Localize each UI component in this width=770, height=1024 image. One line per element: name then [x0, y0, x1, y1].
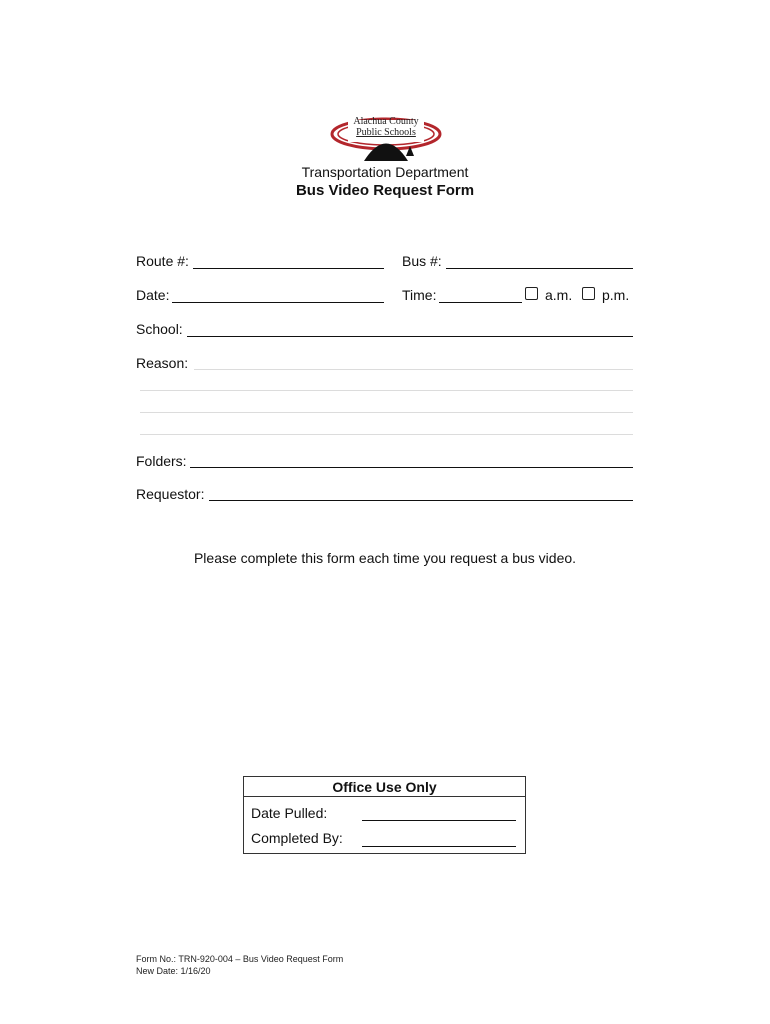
pm-label: p.m. [602, 287, 630, 303]
bus-field[interactable] [446, 268, 633, 269]
completed-by-field[interactable] [362, 846, 516, 847]
requestor-field[interactable] [209, 500, 633, 501]
route-label: Route #: [136, 253, 189, 269]
department-name: Transportation Department [301, 164, 469, 180]
reason-line-1[interactable] [194, 369, 633, 370]
office-use-heading: Office Use Only [244, 777, 525, 797]
footer-form-number: Form No.: TRN-920-004 – Bus Video Request Form [136, 954, 344, 964]
reason-line-3[interactable] [140, 412, 633, 413]
reason-line-4[interactable] [140, 434, 633, 435]
reason-line-2[interactable] [140, 390, 633, 391]
bus-label: Bus #: [402, 253, 442, 269]
am-label: a.m. [545, 287, 573, 303]
date-pulled-field[interactable] [362, 820, 516, 821]
date-label: Date: [136, 287, 170, 303]
form-title: Bus Video Request Form [295, 182, 475, 199]
completed-by-label: Completed By: [251, 830, 343, 846]
pm-checkbox[interactable] [582, 287, 595, 300]
time-field[interactable] [439, 302, 522, 303]
district-logo [328, 114, 444, 164]
am-checkbox[interactable] [525, 287, 538, 300]
folders-label: Folders: [136, 453, 187, 469]
logo-line-1: Alachua County [353, 116, 419, 127]
reason-label: Reason: [136, 355, 189, 371]
instruction-note: Please complete this form each time you request a bus video. [193, 550, 577, 566]
school-label: School: [136, 321, 183, 337]
date-field[interactable] [172, 302, 384, 303]
office-use-box [243, 776, 526, 854]
folders-field[interactable] [190, 467, 633, 468]
requestor-label: Requestor: [136, 486, 205, 502]
time-label: Time: [402, 287, 437, 303]
footer-new-date: New Date: 1/16/20 [136, 966, 211, 976]
route-field[interactable] [193, 268, 384, 269]
date-pulled-label: Date Pulled: [251, 805, 328, 821]
school-field[interactable] [187, 336, 633, 337]
logo-line-2: Public Schools [356, 127, 416, 138]
